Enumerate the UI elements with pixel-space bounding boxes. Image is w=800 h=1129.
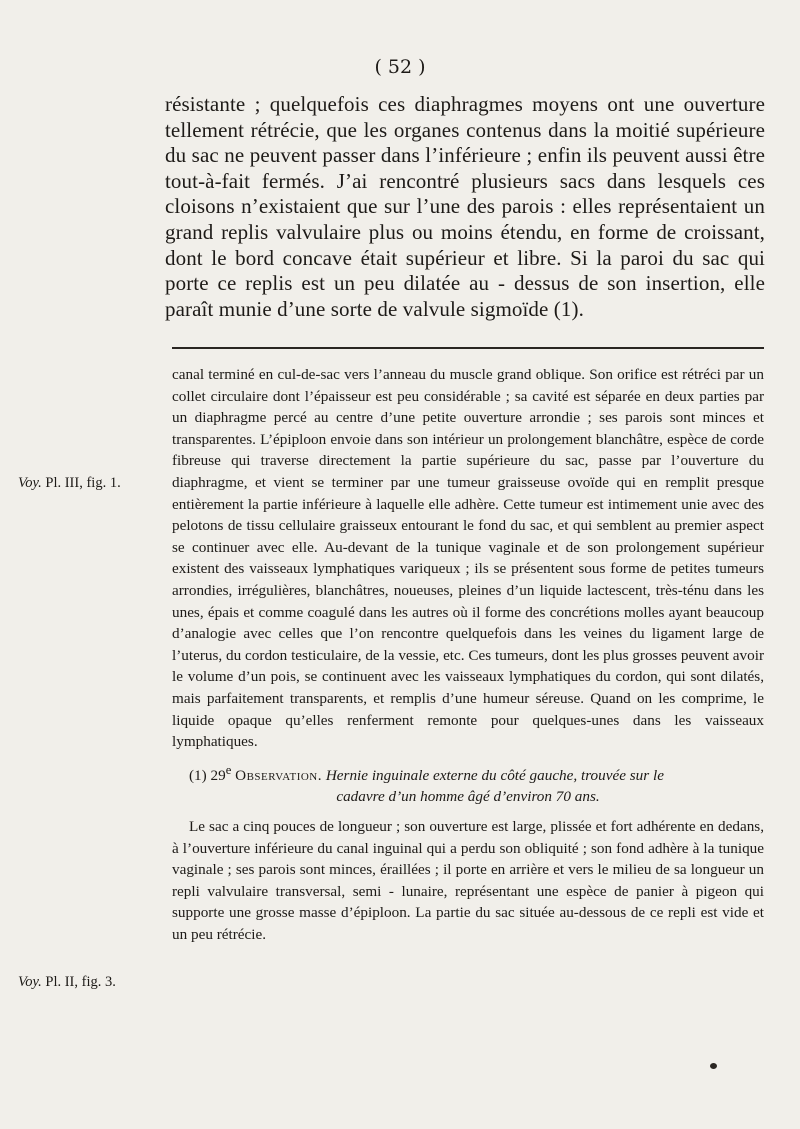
margin-note-ref: Pl. III, fig. 1. <box>45 475 121 491</box>
ink-mark <box>710 1063 717 1069</box>
observation-title-line2: cadavre d’un homme âgé d’environ 70 ans. <box>336 788 600 806</box>
observation-ref-sup: e <box>225 762 232 777</box>
margin-note-voy: Voy. <box>18 475 42 491</box>
observation-heading <box>172 760 764 787</box>
page-number: ( 52 ) <box>374 56 426 78</box>
footnotes <box>172 364 764 946</box>
margin-note-voy: Voy. <box>18 974 42 990</box>
margin-note-plate-3 <box>18 475 121 492</box>
footnote-continued: canal terminé en cul-de-sac vers l’anneau du muscle grand oblique. Son orifice est rétréci par un collet circulaire dont l’épaisseur est peu considérable ; sa cavité est séparée en deux parties par un diaphragme percé au centre d’une petite ouverture arrondie ; ses parois sont minces et transparentes. L’épiploon envoie dans son intérieur un prolongement blanchâtre, espèce de corde fibreuse qui traverse directement la partie supérieure du sac, passe par l’ouverture du diaphragme, et vient se terminer par une tumeur graisseuse ovoïde qui en remplit presque entièrement la partie inférieure à laquelle elle adhère. Cette tumeur est intimement unie avec des pelotons de tissu cellulaire graisseux entourant le fond du sac, et qui semblent au premier aspect se continuer avec elle. Au-devant de la tunique vaginale et de son prolongement supérieur existent des vaisseaux lymphatiques variqueux ; ils se présentent sous forme de petites tumeurs arrondies, irrégulières, blanchâtres, noueuses, pleines d’un liquide lactescent, très-ténu dans les unes, épais et comme coagulé dans les autres où il forme des concrétions molles ayant beaucoup d’analogie avec celles que l’on rencontre quelquefois dans les veines du ligament large de l’uterus, du cordon testiculaire, de la vessie, etc. Ces tumeurs, dont les plus grosses peuvent avoir le volume d’un pois, se continuent avec les vaisseaux lymphatiques du cordon, qui sont dilatés, mais parfaitement transparents, et remplis d’une humeur séreuse. Quand on les comprime, le liquide opaque qu’elles renferment remonte pour quelques-unes dans les vaisseaux lymphatiques. <box>172 366 764 751</box>
observation-body: Le sac a cinq pouces de longueur ; son ouverture est large, plissée et fort adhérente en dedans, à l’ouverture inférieure du canal inguinal qui a perdu son obliquité ; son fond adhère à la tunique vaginale ; ses parois sont minces, éraillées ; il porte en arrière et vers le milieu de sa longueur un repli valvulaire transversal, semi - lunaire, représentant une espèce de panier à pigeon qui supporte une grosse masse d’épiploon. La partie du sac située au-dessous de ce repli est vide et un peu rétrécie. <box>172 817 764 943</box>
margin-note-plate-2 <box>18 974 116 991</box>
main-paragraph: résistante ; quelquefois ces diaphragmes moyens ont une ouverture tellement rétrécie, que les organes contenus dans la moitié supérieure du sac ne peuvent passer dans l’inférieure ; enfin ils peuvent aussi être tout-à-fait fermés. J’ai rencontré plusieurs sacs dans lesquels ces cloisons n’existaient que sur l’une des parois : elles représentaient un grand replis valvulaire plus ou moins étendu, en forme de croissant, dont le bord concave était supérieur et libre. Si la paroi du sac qui porte ce replis est un peu dilatée au - dessus de son insertion, elle paraît munie d’une sorte de valvule sigmoïde (1). <box>165 92 765 321</box>
observation-label: Observation. <box>235 766 323 784</box>
footnote-separator <box>172 347 764 349</box>
observation-ref: (1) 29 <box>189 766 226 784</box>
observation-title-line1: Hernie inguinale externe du côté gauche, trouvée sur le <box>325 766 664 784</box>
margin-note-ref: Pl. II, fig. 3. <box>45 974 116 990</box>
